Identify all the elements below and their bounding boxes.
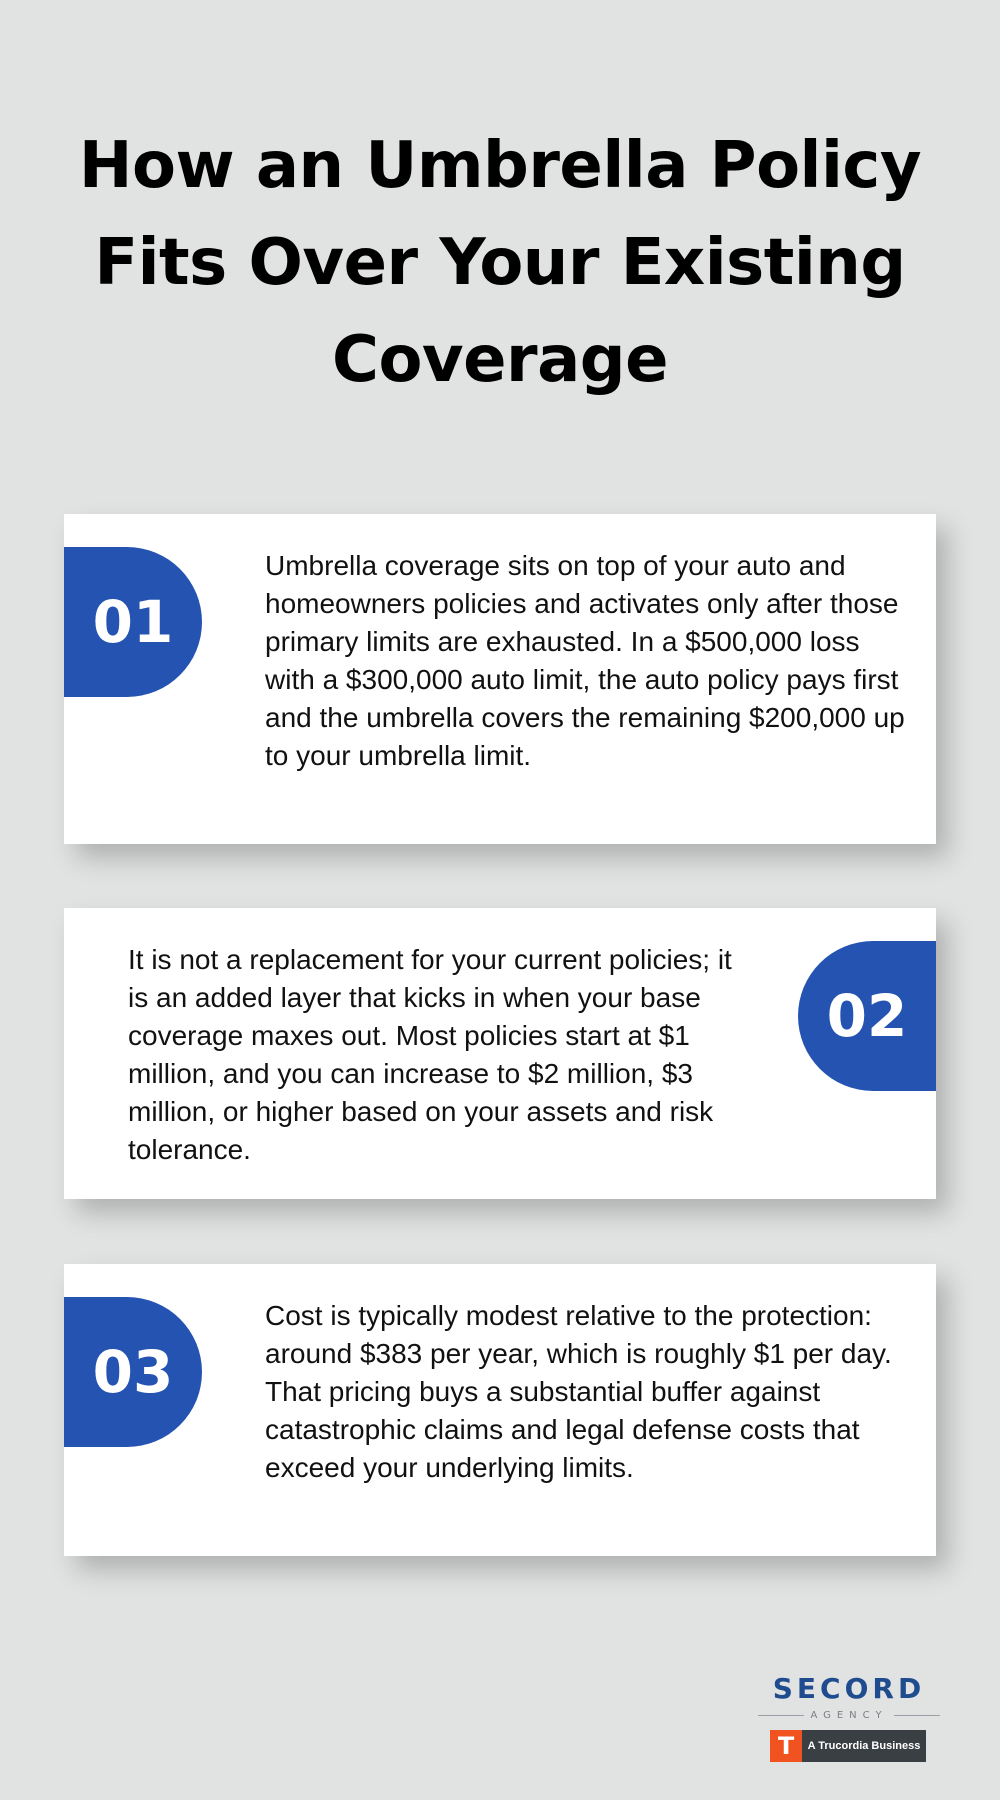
page-title: How an Umbrella Policy Fits Over Your Existing Coverage bbox=[78, 129, 922, 397]
step-card-1 bbox=[64, 514, 936, 844]
step-number-2: 02 bbox=[798, 941, 936, 1091]
step-card-3 bbox=[64, 1264, 936, 1556]
step-number-3: 03 bbox=[64, 1297, 202, 1447]
step-text-2: It is not a replacement for your current policies; it is an added layer that kicks in when your base coverage maxes out. Most policies start at $1 million, and you can increase to $2 million, $3 million, or higher based on your assets and risk tolerance. bbox=[128, 944, 732, 1165]
trucordia-badge bbox=[770, 1730, 926, 1762]
step-text-3: Cost is typically modest relative to the protection: around $383 per year, which is roughly $1 per day. That pricing buys a substantial buffer against catastrophic claims and legal defense costs that exceed your underlying limits. bbox=[265, 1300, 892, 1483]
logo-rule-right bbox=[894, 1715, 940, 1716]
trucordia-icon: T bbox=[770, 1730, 802, 1762]
step-number-1: 01 bbox=[64, 547, 202, 697]
step-text-1: Umbrella coverage sits on top of your auto and homeowners policies and activates only after those primary limits are exhausted. In a $500,000 loss with a $300,000 auto limit, the auto policy pays first and the umbrella covers the remaining $200,000 up to your umbrella limit. bbox=[265, 550, 905, 771]
secord-agency-logo bbox=[758, 1672, 940, 1764]
step-card-2 bbox=[64, 908, 936, 1199]
logo-sub-text: AGENCY bbox=[810, 1710, 888, 1721]
logo-name: SECORD bbox=[772, 1672, 926, 1705]
logo-rule-left bbox=[758, 1715, 804, 1716]
trucordia-badge-text: A Trucordia Business bbox=[807, 1740, 921, 1752]
logo-subtitle bbox=[758, 1710, 940, 1721]
